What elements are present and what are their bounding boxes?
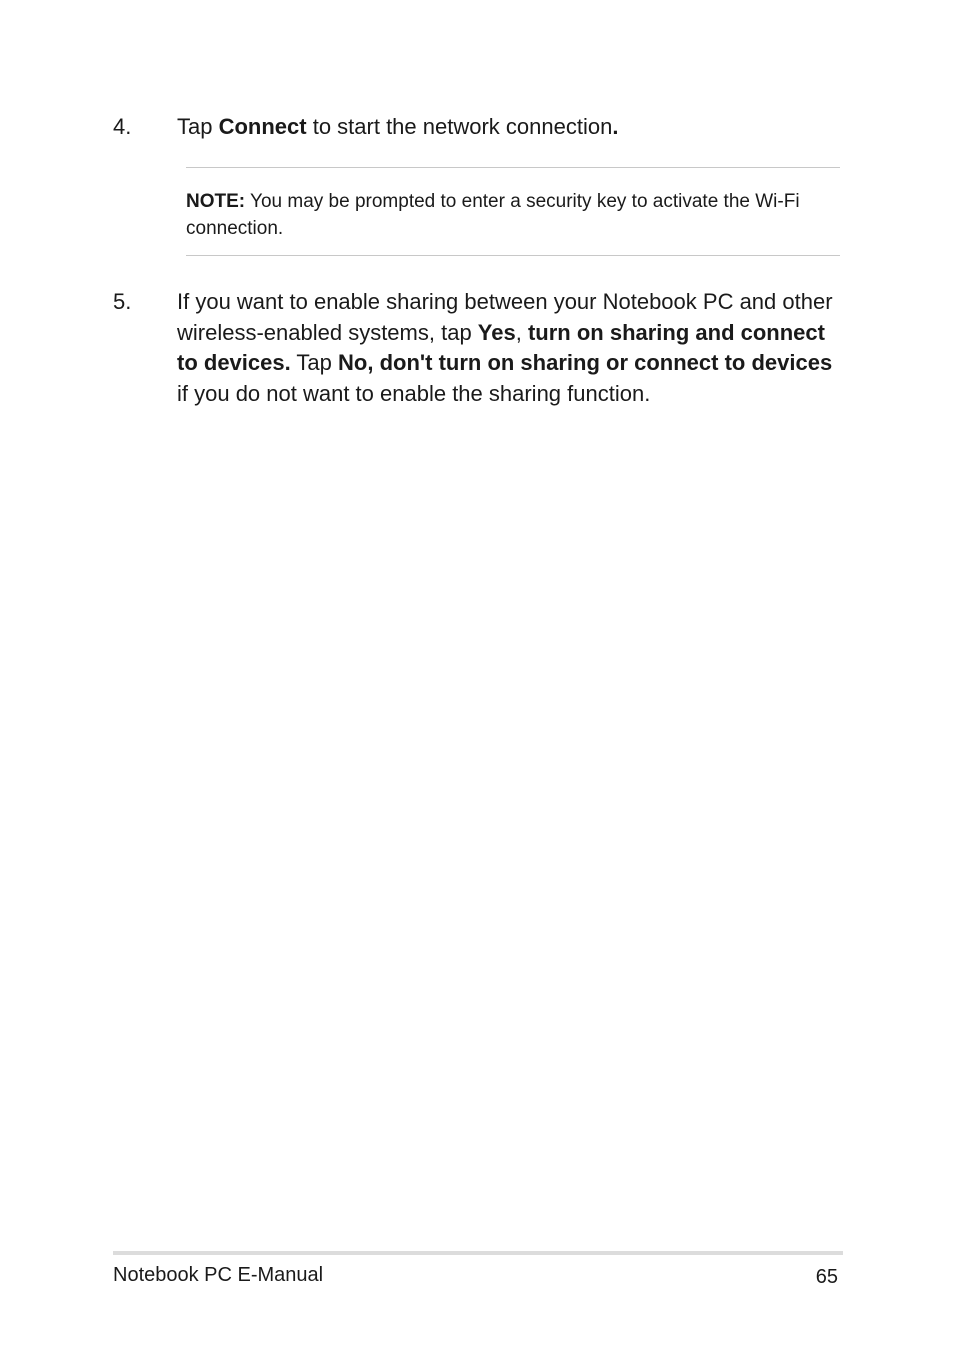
note-label: NOTE: (186, 191, 246, 212)
note-body: You may be prompted to enter a security key to activate the Wi-Fi connection. (186, 191, 800, 239)
step-bold-term: turn on sharing and connect to devices. (177, 319, 825, 375)
step-text-segment: to start the network connection (306, 114, 613, 139)
step-number: 5. (113, 289, 132, 314)
step-bold-term: Connect (218, 114, 307, 139)
note-text (186, 188, 840, 242)
step-number: 4. (113, 114, 132, 139)
page-number: 65 (815, 1266, 838, 1288)
note-box (186, 167, 840, 256)
step-text (177, 112, 843, 143)
step-text-segment: Tap (290, 350, 339, 375)
step-text-segment: if you do not want to enable the sharing function. (177, 380, 651, 406)
step-bold-term: . (612, 114, 619, 139)
footer-divider (113, 1251, 843, 1255)
step-text-segment: , (515, 319, 528, 345)
step-bold-term: No, don't turn on sharing or connect to devices (338, 350, 833, 375)
step-bold-term: Yes (477, 319, 516, 345)
step-text (177, 287, 843, 409)
step-text-segment: If you want to enable sharing between your Notebook PC and other wireless-enabled systems, tap (177, 289, 833, 345)
step-text-segment: Tap (177, 114, 219, 139)
footer-title: Notebook PC E-Manual (113, 1264, 324, 1286)
